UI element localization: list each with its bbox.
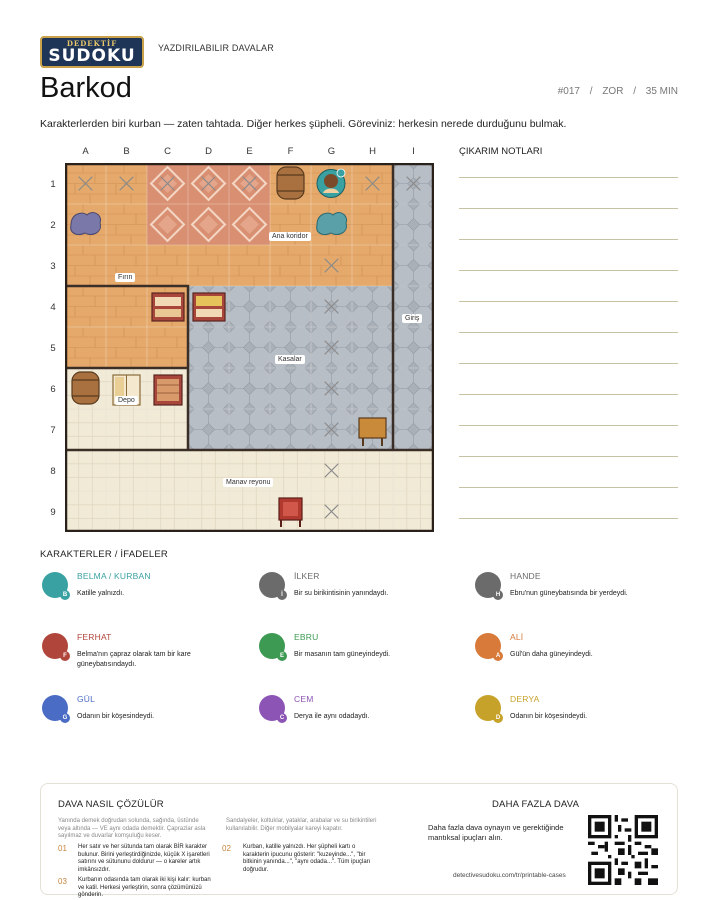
- character-statement: Derya ile aynı odadaydı.: [294, 713, 370, 720]
- step-text-line: ve katil. Herkesi yerleştirin, sonra çözümünüzü: [78, 884, 202, 891]
- row-label: 4: [50, 302, 56, 313]
- column-label: D: [205, 146, 212, 157]
- case-number: #017: [557, 86, 580, 97]
- avatar-badge: C: [277, 713, 287, 723]
- column-label: H: [369, 146, 376, 157]
- howto-text-line: kullanılabilir. Diğer mobilyalar kareyi kapatır.: [226, 825, 343, 832]
- step-text-line: bulunur. Birini yerleştirdiğinizde, küçük X işaretleri: [78, 851, 210, 858]
- note-line[interactable]: [459, 363, 678, 364]
- character-card-ilker: [259, 572, 464, 622]
- row-label: 3: [50, 261, 56, 272]
- howto-intro-left: [58, 818, 228, 841]
- note-line[interactable]: [459, 487, 678, 488]
- column-label: F: [287, 146, 294, 157]
- more-cases-link[interactable]: detectivesudoku.com/tr/printable-cases: [453, 872, 566, 879]
- character-statement: Ebru'nun güneybatısında bir yerdeydi.: [510, 590, 628, 597]
- avatar: [259, 572, 285, 598]
- game-board[interactable]: [65, 163, 434, 532]
- avatar-badge: İ: [277, 590, 287, 600]
- intro-text: Karakterlerden biri kurban — zaten tahtada. Diğer herkes şüpheli. Göreviniz: herkesin nerede durduğunu bulmak.: [40, 118, 567, 130]
- row-label: 9: [50, 507, 56, 518]
- meta-separator: /: [589, 86, 593, 97]
- avatar: [42, 633, 68, 659]
- row-label: 6: [50, 384, 56, 395]
- character-card-belma: [42, 572, 247, 622]
- avatar: [475, 633, 501, 659]
- avatar: [259, 695, 285, 721]
- avatar-badge: A: [493, 651, 503, 661]
- character-statement: Gül'ün daha güneyindeydi.: [510, 651, 593, 658]
- display-counter-icon: [152, 293, 184, 321]
- character-card-ali: [475, 633, 680, 683]
- note-line[interactable]: [459, 270, 678, 271]
- room-label: Depo: [115, 396, 138, 405]
- logo-main-text: SUDOKU: [48, 46, 136, 66]
- case-meta: [558, 86, 678, 97]
- note-line[interactable]: [459, 301, 678, 302]
- step-number: 02: [222, 844, 231, 853]
- step-text-line: imkânsızdır.: [78, 866, 111, 873]
- character-statement: Katille yalnızdı.: [77, 590, 125, 597]
- avatar-badge: G: [60, 713, 70, 723]
- character-name: GÜL: [77, 694, 96, 704]
- avatar: [475, 572, 501, 598]
- row-label: 8: [50, 466, 56, 477]
- character-name: FERHAT: [77, 632, 112, 642]
- step-number: 03: [58, 877, 67, 886]
- crate-icon: [154, 375, 182, 405]
- column-label: A: [82, 146, 89, 157]
- character-card-ferhat: [42, 633, 247, 683]
- step-text-line: Kurbanın odasında tam olarak iki kişi kalır: kurban: [78, 877, 211, 883]
- note-line[interactable]: [459, 518, 678, 519]
- character-name: İLKER: [294, 571, 320, 581]
- row-label: 7: [50, 425, 56, 436]
- step-text-line: satırını ve sütununu doldurur — o kareler artık: [78, 859, 201, 865]
- row-label: 2: [50, 220, 56, 231]
- step-text: [243, 844, 393, 874]
- more-cases-text: Daha fazla dava oynayın ve gerektiğinde mantıksal ipuçları alın.: [428, 823, 564, 842]
- notes-title: ÇIKARIM NOTLARI: [459, 146, 543, 157]
- character-card-cem: [259, 695, 464, 745]
- howto-title: DAVA NASIL ÇÖZÜLÜR: [58, 799, 164, 810]
- logo: [40, 36, 144, 68]
- avatar: [259, 633, 285, 659]
- step-text-line: Her satır ve her sütunda tam olarak BİR karakter: [78, 844, 208, 850]
- column-label: C: [164, 146, 171, 157]
- room-label: Fırın: [115, 273, 135, 282]
- avatar-badge: E: [277, 651, 287, 661]
- column-label: G: [327, 146, 336, 157]
- note-line[interactable]: [459, 208, 678, 209]
- character-name: EBRU: [294, 632, 319, 642]
- avatar: [42, 695, 68, 721]
- character-card-ebru: [259, 633, 464, 683]
- character-card-derya: [475, 695, 680, 745]
- characters-title: KARAKTERLER / İFADELER: [40, 549, 168, 560]
- character-name: ALİ: [510, 632, 524, 642]
- character-name: CEM: [294, 694, 314, 704]
- note-line[interactable]: [459, 425, 678, 426]
- avatar: [42, 572, 68, 598]
- qr-code-icon[interactable]: [588, 815, 658, 885]
- note-line[interactable]: [459, 456, 678, 457]
- step-text: [78, 844, 228, 874]
- note-line[interactable]: [459, 332, 678, 333]
- header-subtitle: YAZDIRILABILIR DAVALAR: [158, 43, 274, 53]
- barrel-icon: [277, 167, 304, 199]
- row-label: 5: [50, 343, 56, 354]
- character-name: DERYA: [510, 694, 540, 704]
- howto-text-line: Yanında demek doğrudan solunda, sağında, üstünde: [58, 818, 199, 824]
- avatar-badge: F: [60, 651, 70, 661]
- character-statement: Bir masanın tam güneyindeydi.: [294, 651, 391, 658]
- barrel-icon: [72, 372, 99, 404]
- column-label: I: [412, 146, 415, 157]
- column-label: B: [123, 146, 130, 157]
- step-text-line: gönderin.: [78, 892, 104, 898]
- room-giris: [393, 163, 434, 450]
- character-name: HANDE: [510, 571, 541, 581]
- howto-text-line: Sandalyeler, koltuklar, yataklar, arabalar ve su birikintileri: [226, 818, 377, 824]
- puddle-icon: [317, 213, 347, 235]
- character-statement: Odanın bir köşesindeydi.: [510, 713, 588, 720]
- more-cases-title: DAHA FAZLA DAVA: [492, 799, 580, 810]
- step-text-line: bitkinin yanında...", "aynı odada...". Tüm ipuçları: [243, 859, 371, 865]
- victim-token[interactable]: [317, 169, 345, 198]
- step-text-line: Kurban, katille yalnızdı. Her şüpheli kartı o: [243, 844, 356, 850]
- step-text: [78, 877, 228, 900]
- case-duration: 35 MIN: [645, 86, 678, 97]
- character-name: BELMA / KURBAN: [77, 571, 151, 581]
- character-statement: Bir su birikintisinin yanındaydı.: [294, 590, 389, 597]
- character-statement: Odanın bir köşesindeydi.: [77, 713, 155, 720]
- avatar: [475, 695, 501, 721]
- character-statement: Belma'nın çapraz olarak tam bir kare güneybatısındaydı.: [77, 651, 191, 668]
- note-line[interactable]: [459, 394, 678, 395]
- page-title: Barkod: [40, 72, 132, 104]
- avatar-badge: H: [493, 590, 503, 600]
- howto-intro-right: [226, 818, 426, 833]
- howto-text-line: veya altında — VE aynı odada demektir. Çaprazlar asla: [58, 825, 206, 832]
- room-label: Manav reyonu: [223, 478, 273, 487]
- step-number: 01: [58, 844, 67, 853]
- character-card-hande: [475, 572, 680, 622]
- meta-separator: /: [633, 86, 636, 97]
- character-card-gul: [42, 695, 247, 745]
- room-label: Ana koridor: [269, 232, 311, 241]
- room-label: Kasalar: [275, 355, 305, 364]
- avatar-badge: B: [60, 590, 70, 600]
- note-line[interactable]: [459, 177, 678, 178]
- puddle-icon: [71, 213, 101, 235]
- avatar-badge: D: [493, 713, 503, 723]
- step-text-line: doğrudur.: [243, 866, 269, 873]
- howto-text-line: sayılmaz ve duvarlar komşuluğu keser.: [58, 833, 162, 839]
- display-counter-icon: [193, 293, 225, 321]
- column-label: E: [246, 146, 253, 157]
- note-line[interactable]: [459, 239, 678, 240]
- step-text-line: karakterin ipucunu gösterir: "kuzeyinde...", "bir: [243, 851, 366, 858]
- room-label: Giriş: [402, 314, 422, 323]
- logo-top-text: DEDEKTİF: [66, 39, 118, 48]
- case-difficulty: ZOR: [602, 86, 624, 97]
- row-label: 1: [50, 179, 56, 190]
